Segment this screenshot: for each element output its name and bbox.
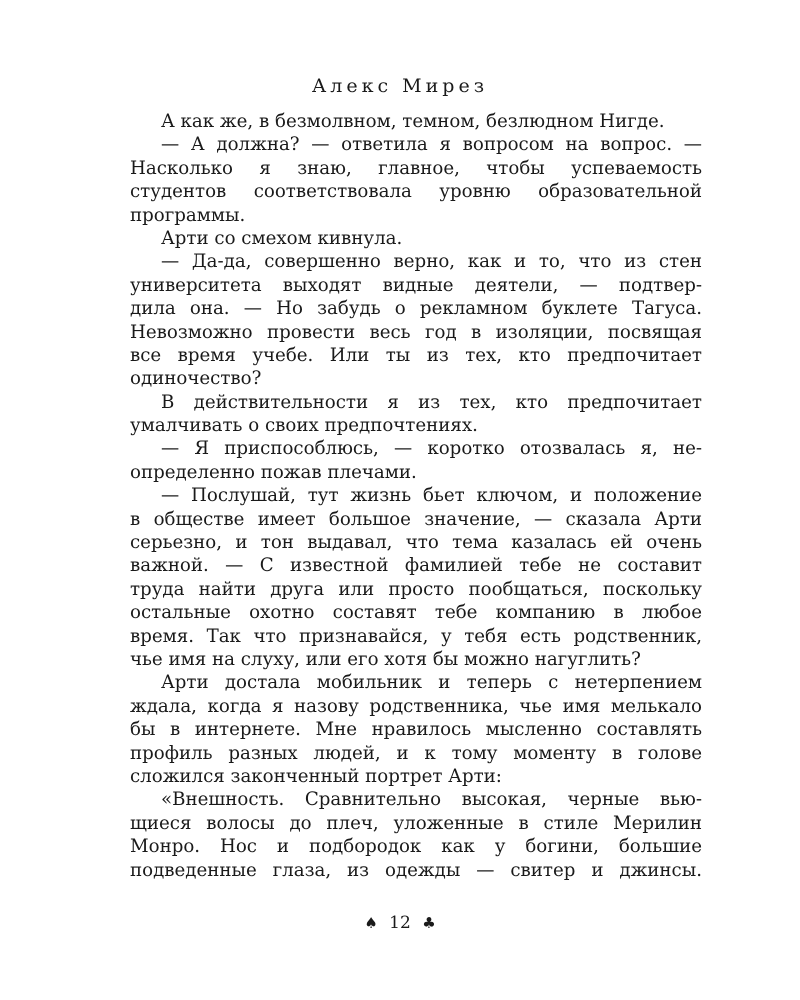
- text-line: — Послушай, тут жизнь бьет ключом, и положение: [161, 485, 702, 507]
- text-line: А как же, в безмолвном, темном, безлюдном Нигде.: [161, 111, 665, 132]
- text-line: В действительности я из тех, кто предпочитает: [161, 391, 702, 413]
- running-header-author: Алекс Мирез: [311, 75, 489, 97]
- spade-icon: ♠: [364, 913, 378, 932]
- text-line: подведенные глаза, из одежды — свитер и джинсы.: [130, 859, 702, 881]
- text-line: — Да-да, совершенно верно, как и то, что из стен: [161, 251, 702, 273]
- text-line: — Я приспособлюсь, — коротко отозвалась я, не-: [161, 438, 702, 460]
- text-line: Монро. Нос и подбородок как у богини, большие: [130, 836, 702, 858]
- text-line: программы.: [130, 204, 246, 226]
- text-line: университета выходят видные деятели, — подтвер-: [130, 274, 702, 296]
- text-line: студентов соответствовала уровню образовательной: [130, 181, 702, 203]
- text-line: профиль разных людей, и к тому моменту в голове: [130, 742, 702, 764]
- text-line: чье имя на слуху, или его хотя бы можно нагуглить?: [130, 648, 641, 670]
- text-line: определенно пожав плечами.: [130, 461, 417, 483]
- text-line: бы в интернете. Мне нравилось мысленно составлять: [130, 719, 702, 741]
- text-line: труда найти друга или просто пообщаться, поскольку: [130, 578, 702, 600]
- text-line: ждала, когда я назову родственника, чье имя мелькало: [130, 695, 702, 717]
- text-line: Арти достала мобильник и теперь с нетерпением: [161, 672, 702, 694]
- club-icon: ♣: [422, 913, 436, 932]
- text-line: Насколько я знаю, главное, чтобы успеваемость: [130, 157, 702, 179]
- page-footer: [0, 910, 800, 935]
- text-line: серьезно, и тон выдавал, что тема казалась ей очень: [130, 532, 702, 554]
- page-body-text: [130, 110, 702, 882]
- text-line: время. Так что признавайся, у тебя есть родственник,: [130, 625, 702, 647]
- text-line: одиночество?: [130, 368, 262, 390]
- text-line: дила она. — Но забудь о рекламном буклете Тагуса.: [130, 298, 702, 320]
- text-line: важной. — С известной фамилией тебе не составит: [130, 555, 702, 577]
- text-line: умалчивать о своих предпочтениях.: [130, 415, 478, 437]
- text-line: все время учебе. Или ты из тех, кто предпочитает: [130, 344, 702, 366]
- text-line: Арти со смехом кивнула.: [161, 227, 403, 249]
- text-line: — А должна? — ответила я вопросом на вопрос. —: [161, 134, 702, 156]
- text-line: остальные охотно составят тебе компанию в любое: [130, 602, 702, 624]
- page-number: 12: [389, 912, 411, 933]
- text-line: «Внешность. Сравнительно высокая, черные вью-: [161, 789, 702, 811]
- text-line: сложился законченный портрет Арти:: [130, 765, 502, 787]
- text-line: Невозможно провести весь год в изоляции, посвящая: [130, 321, 702, 343]
- text-line: в обществе имеет большое значение, — сказала Арти: [130, 508, 702, 530]
- text-line: щиеся волосы до плеч, уложенные в стиле Мерилин: [130, 812, 702, 834]
